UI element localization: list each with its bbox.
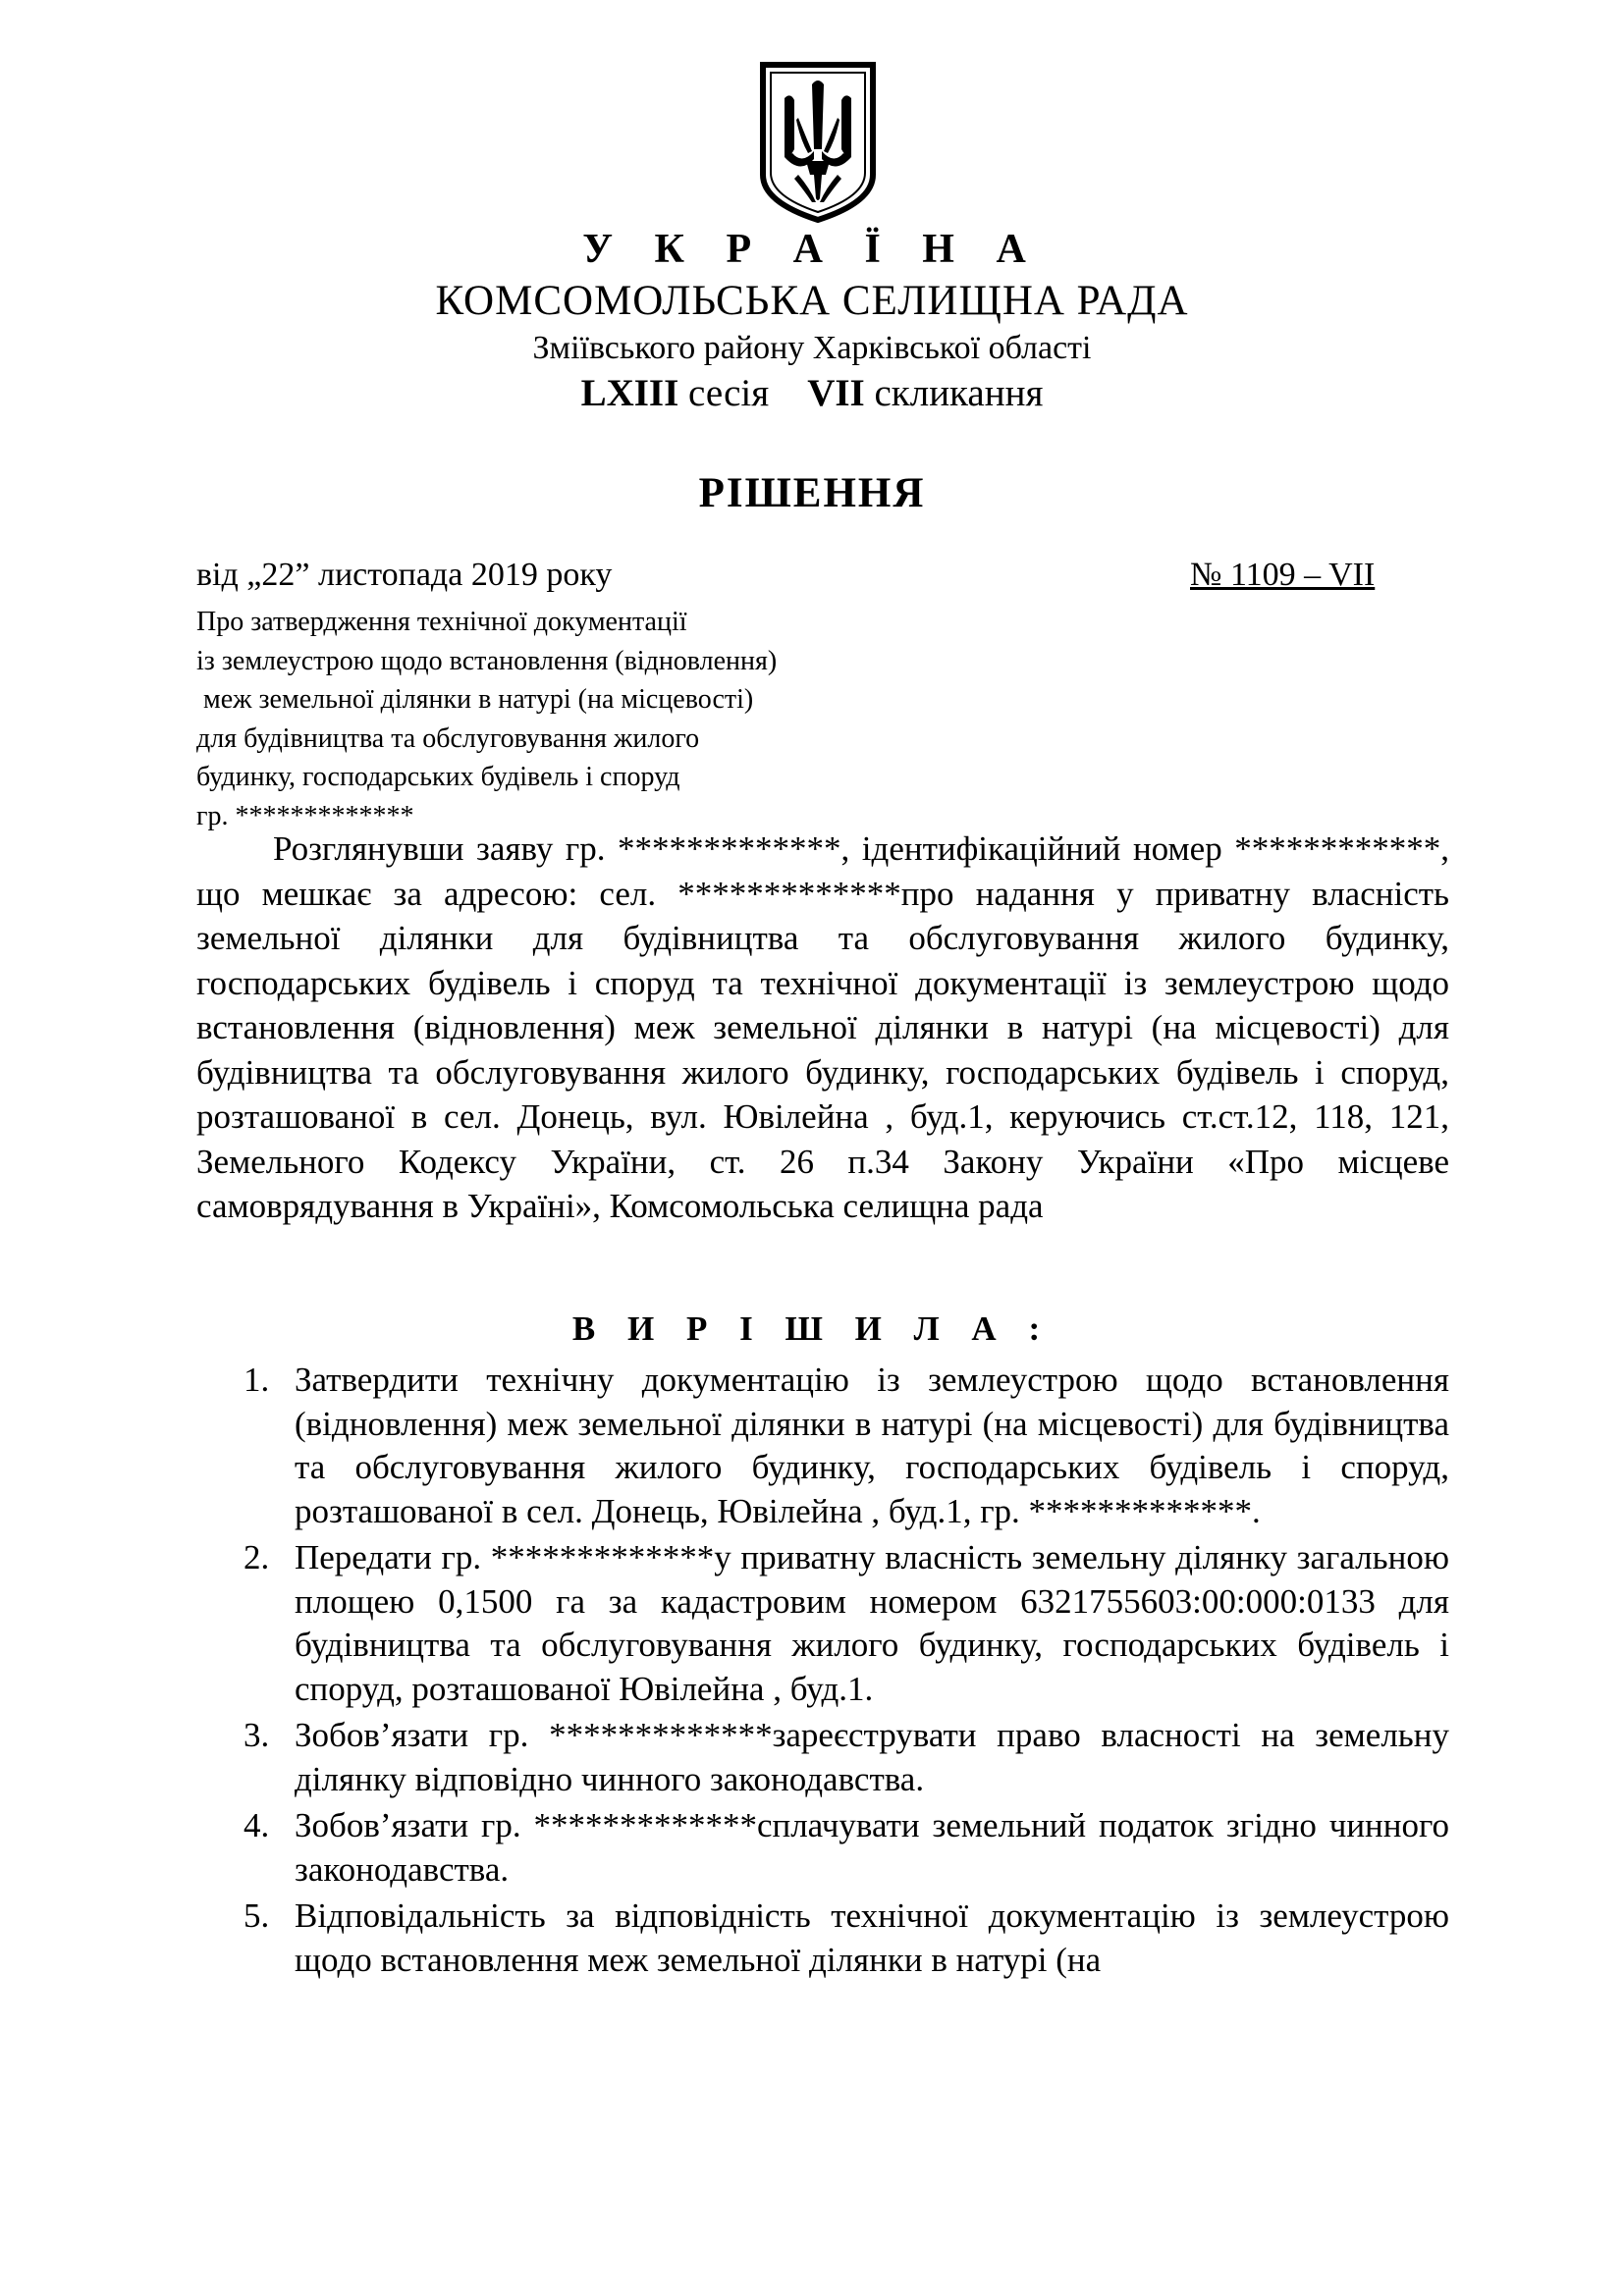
- item-text: Зобов’язати гр. *************сплачувати земельний податок згідно чинного законодавства.: [295, 1806, 1449, 1889]
- item-number: 1.: [244, 1361, 270, 1399]
- list-item: [196, 1895, 1449, 1982]
- decision-date: від „22” листопада 2019 року: [196, 557, 613, 593]
- district-region: Зміївського району Харківської області: [532, 330, 1092, 366]
- preamble-paragraph: Розглянувши заяву гр. *************, ідентифікаційний номер ************, що мешкає за адресою: сел. *************про надання у приватну власність земельної ділянки для будівництва та обслуговування жилого будинку, господарських будівель і споруд та технічної документації із землеустрою щодо встановлення (відновлення) меж земельної ділянки в натурі (на місцевості) для будівництва та обслуговування жилого будинку, господарських будівель і споруд, розташованої в сел. Донець, вул. Ювілейна , буд.1, керуючись ст.ст.12, 118, 121, Земельного Кодексу України, ст. 26 п.34 Закону України «Про місцеве самоврядування в Україні», Комсомольська селищна рада: [196, 829, 1449, 1225]
- subject-line: гр. *************: [196, 800, 414, 831]
- subject-line: із землеустрою щодо встановлення (відновлення): [196, 645, 778, 676]
- decision-subject: [196, 603, 943, 835]
- country-name: У К Р А Ї Н А: [582, 227, 1042, 272]
- subject-line: будинку, господарських будівель і споруд: [196, 762, 680, 792]
- council-name: КОМСОМОЛЬСЬКА СЕЛИЩНА РАДА: [435, 278, 1189, 324]
- subject-line: Про затвердження технічної документації: [196, 607, 687, 637]
- session-line: [0, 371, 1624, 415]
- decision-items: [196, 1359, 1449, 1985]
- session-word: сесія: [688, 372, 770, 414]
- list-item: [196, 1714, 1449, 1801]
- convocation-number: VII: [807, 372, 865, 414]
- item-number: 2.: [244, 1538, 270, 1576]
- item-number: 5.: [244, 1896, 270, 1935]
- item-text: Передати гр. *************у приватну власність земельну ділянку загальною площею 0,1500 га за кадастровим номером 6321755603:00:000:0133 для будівництва та обслуговування жилого будинку, господарських будівель і споруд, розташованої Ювілейна , буд.1.: [295, 1538, 1449, 1708]
- subject-line: для будівництва та обслуговування жилого: [196, 722, 700, 754]
- item-text: Відповідальність за відповідність технічної документацію із землеустрою щодо встановлення меж земельної ділянки в натурі (на: [295, 1896, 1449, 1979]
- convocation-word: скликання: [874, 372, 1044, 414]
- item-number: 4.: [244, 1806, 270, 1844]
- trident-coat-of-arms-icon: [755, 59, 881, 224]
- session-number: LXIII: [580, 372, 679, 414]
- list-item: [196, 1536, 1449, 1711]
- list-item: [196, 1359, 1449, 1533]
- subject-line: меж земельної ділянки в натурі (на місцевості): [196, 684, 754, 715]
- item-text: Зобов’язати гр. *************зареєструвати право власності на земельну ділянку відповідно чинного законодавства.: [295, 1716, 1449, 1798]
- list-item: [196, 1804, 1449, 1892]
- decision-number: № 1109 – VII: [1190, 557, 1376, 593]
- decided-heading: В И Р І Ш И Л А :: [571, 1309, 1053, 1348]
- item-text: Затвердити технічну документацію із землеустрою щодо встановлення (відновлення) меж земельної ділянки в натурі (на місцевості) для будівництва та обслуговування жилого будинку, господарських будівель і споруд, розташованої в сел. Донець, Ювілейна , буд.1, гр. *************.: [295, 1361, 1449, 1530]
- document-title: РІШЕННЯ: [698, 470, 926, 516]
- item-number: 3.: [244, 1716, 270, 1754]
